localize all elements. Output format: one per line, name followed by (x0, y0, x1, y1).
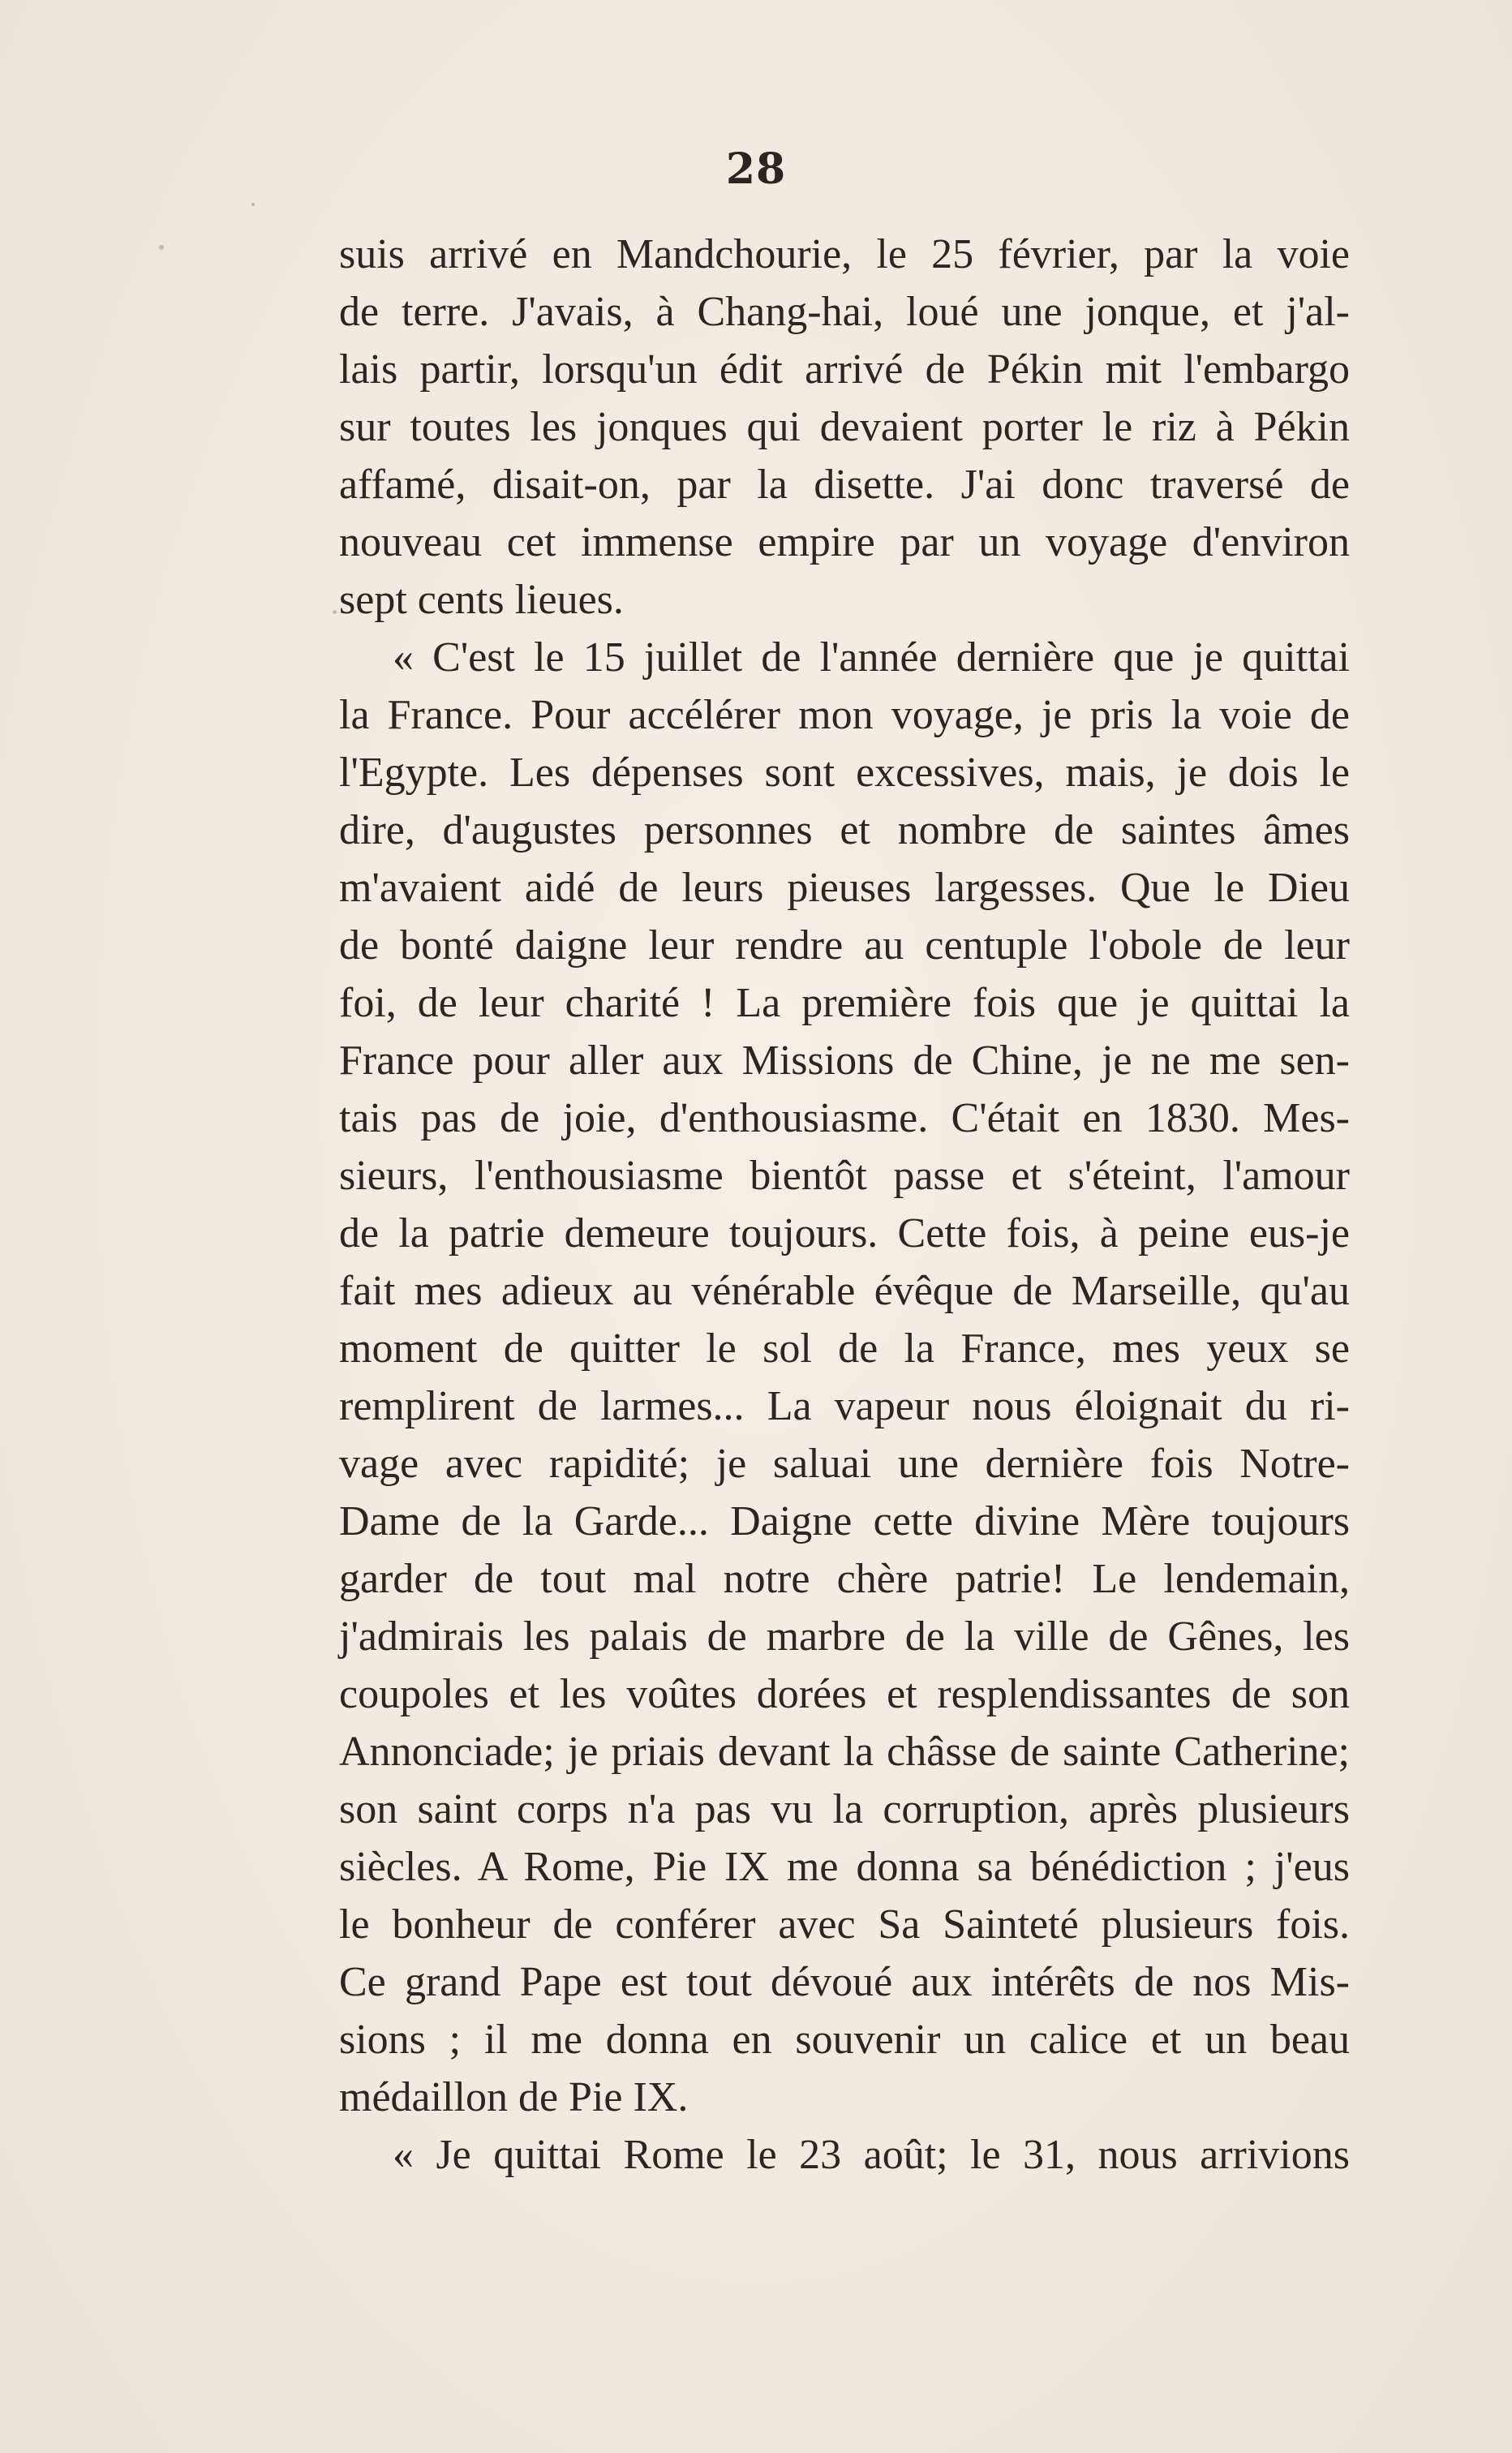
text-line: vage avec rapidité; je saluai une dernière fois Notre- (339, 1441, 1350, 1487)
text-line: nouveau cet immense empire par un voyage d'environ (339, 519, 1350, 565)
text-line: affamé, disait-on, par la disette. J'ai donc traversé de (339, 462, 1350, 508)
text-line: médaillon de Pie IX. (339, 2074, 689, 2120)
paper-speck (251, 203, 255, 206)
text-line: suis arrivé en Mandchourie, le 25 février, par la voie (339, 231, 1350, 277)
text-line: sur toutes les jonques qui devaient porter le riz à Pékin (339, 404, 1350, 450)
text-line: remplirent de larmes... La vapeur nous éloignait du ri- (339, 1383, 1350, 1429)
body-text (339, 226, 1350, 2184)
text-line: « Je quittai Rome le 23 août; le 31, nous arrivions (393, 2132, 1350, 2178)
text-line: l'Egypte. Les dépenses sont excessives, mais, je dois le (339, 750, 1350, 796)
text-line: lais partir, lorsqu'un édit arrivé de Pékin mit l'embargo (339, 346, 1350, 393)
text-line: moment de quitter le sol de la France, mes yeux se (339, 1325, 1350, 1372)
text-line: fait mes adieux au vénérable évêque de Marseille, qu'au (339, 1268, 1350, 1314)
text-line: garder de tout mal notre chère patrie! Le lendemain, (339, 1556, 1350, 1602)
text-line: foi, de leur charité ! La première fois que je quittai la (339, 980, 1350, 1026)
text-line: sieurs, l'enthousiasme bientôt passe et s'éteint, l'amour (339, 1153, 1350, 1199)
text-line: de la patrie demeure toujours. Cette fois, à peine eus-je (339, 1210, 1350, 1257)
text-line: le bonheur de conférer avec Sa Sainteté plusieurs fois. (339, 1901, 1350, 1948)
text-line: siècles. A Rome, Pie IX me donna sa bénédiction ; j'eus (339, 1844, 1350, 1890)
text-line: coupoles et les voûtes dorées et resplendissantes de son (339, 1671, 1350, 1717)
text-line: Dame de la Garde... Daigne cette divine Mère toujours (339, 1498, 1350, 1544)
text-line: j'admirais les palais de marbre de la ville de Gênes, les (339, 1613, 1350, 1660)
text-line: de terre. J'avais, à Chang-hai, loué une jonque, et j'al- (339, 289, 1350, 335)
text-line: France pour aller aux Missions de Chine, je ne me sen- (339, 1037, 1350, 1084)
text-line: tais pas de joie, d'enthousiasme. C'était en 1830. Mes- (339, 1095, 1350, 1141)
page-number: 28 (725, 144, 787, 194)
text-line: dire, d'augustes personnes et nombre de saintes âmes (339, 807, 1350, 853)
paper-speck (333, 610, 337, 614)
text-line: Ce grand Pape est tout dévoué aux intérêts de nos Mis- (339, 1959, 1350, 2005)
paper-speck (159, 245, 164, 250)
text-line: la France. Pour accélérer mon voyage, je pris la voie de (339, 692, 1350, 738)
text-line: de bonté daigne leur rendre au centuple l'obole de leur (339, 922, 1350, 969)
text-line: « C'est le 15 juillet de l'année dernière que je quittai (393, 634, 1350, 681)
text-line: m'avaient aidé de leurs pieuses largesses. Que le Dieu (339, 865, 1350, 911)
text-line: sept cents lieues. (339, 577, 624, 623)
text-line: Annonciade; je priais devant la châsse de sainte Catherine; (339, 1729, 1350, 1775)
text-line: sions ; il me donna en souvenir un calice et un beau (339, 2017, 1350, 2063)
text-line: son saint corps n'a pas vu la corruption, après plusieurs (339, 1786, 1350, 1832)
